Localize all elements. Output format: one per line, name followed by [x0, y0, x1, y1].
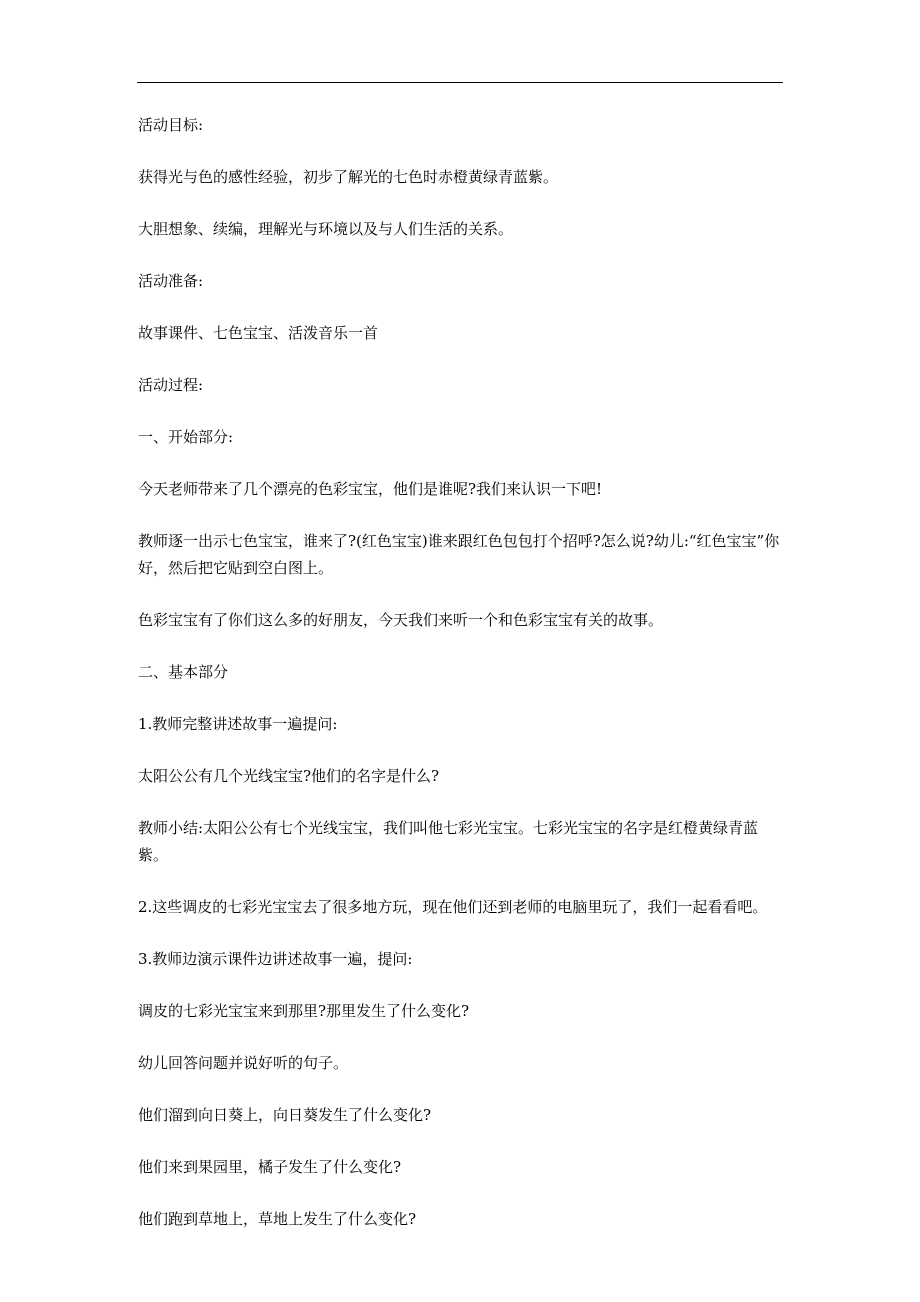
header-rule — [137, 82, 783, 83]
step-paragraph-3: 3.教师边演示课件边讲述故事一遍，提问: — [138, 950, 413, 968]
body-paragraph: 教师小结:太阳公公有七个光线宝宝，我们叫他七彩光宝宝。七彩光宝宝的名字是红橙黄绿青蓝紫。 — [138, 819, 759, 864]
body-paragraph: 他们来到果园里，橘子发生了什么变化? — [138, 1158, 402, 1176]
section-heading-start: 一、开始部分: — [138, 428, 234, 446]
body-paragraph: 他们溜到向日葵上，向日葵发生了什么变化? — [138, 1106, 432, 1124]
body-paragraph: 太阳公公有几个光线宝宝?他们的名字是什么? — [138, 767, 440, 785]
body-paragraph: 教师逐一出示七色宝宝，谁来了?(红色宝宝)谁来跟红色包包打个招呼?怎么说?幼儿:“红色宝宝”你好，然后把它贴到空白图上。 — [138, 532, 780, 577]
body-paragraph: 今天老师带来了几个漂亮的色彩宝宝，他们是谁呢?我们来认识一下吧! — [138, 480, 603, 498]
step-paragraph-1: 1.教师完整讲述故事一遍提问: — [138, 715, 338, 733]
body-paragraph: 调皮的七彩光宝宝来到那里?那里发生了什么变化? — [138, 1002, 470, 1020]
section-heading-basic: 二、基本部分 — [138, 663, 229, 681]
goal-paragraph-2: 大胆想象、续编，理解光与环境以及与人们生活的关系。 — [138, 220, 514, 238]
body-paragraph: 幼儿回答问题并说好听的句子。 — [138, 1054, 349, 1072]
heading-activity-preparation: 活动准备: — [138, 272, 204, 290]
body-paragraph: 色彩宝宝有了你们这么多的好朋友，今天我们来听一个和色彩宝宝有关的故事。 — [138, 611, 664, 629]
step-paragraph-2: 2.这些调皮的七彩光宝宝去了很多地方玩，现在他们还到老师的电脑里玩了，我们一起看看吧。 — [138, 898, 768, 916]
heading-activity-process: 活动过程: — [138, 376, 204, 394]
body-paragraph: 他们跑到草地上，草地上发生了什么变化? — [138, 1210, 417, 1228]
goal-paragraph-1: 获得光与色的感性经验，初步了解光的七色时赤橙黄绿青蓝紫。 — [138, 168, 559, 186]
document-body — [138, 112, 786, 1258]
preparation-paragraph: 故事课件、七色宝宝、活泼音乐一首 — [138, 324, 379, 342]
heading-activity-goals: 活动目标: — [138, 116, 204, 134]
